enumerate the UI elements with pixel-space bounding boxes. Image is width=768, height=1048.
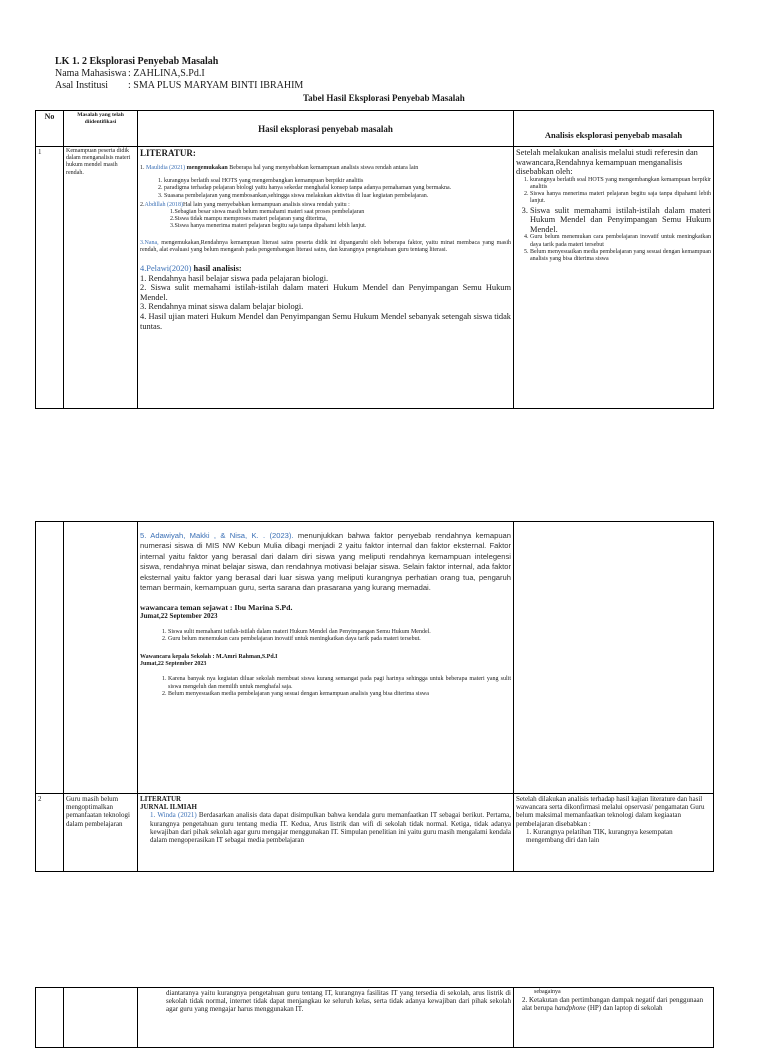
exploration-cell xyxy=(138,794,514,872)
analysis-item: 1. Kurangnya pelatihan TIK, kurangnya kesempatan mengembang diri dan lain xyxy=(526,827,673,845)
paragraph-nana xyxy=(140,240,511,254)
table-title: Tabel Hasil Eksplorasi Penyebab Masalah xyxy=(303,93,465,103)
citation-link[interactable]: Maulidia (2021) xyxy=(146,165,186,171)
paragraph-text: menunjukkan bahwa faktor penyebab rendahnya kemapuan numerasi siswa di MIS NW Kebun Mulia dibagi menjadi 2 yaitu faktor internal dan faktor eksternal. Faktor internal yaitu faktor yang berasal dari dalam diri siswa yang meliputi rendahnya kemampuan intelegensi siswa, rendahnya minat belajar siswa, dan rendahnya motivasi belajar siswa. Selain faktor internal, ada faktor eksternal yaitu faktor yang berasal dari luar siswa yang meliputi kurangnya perhatian orang tua, pengaruh teman bermain, kemampuan guru, serta sarana dan prasarana yang kurang memadai. xyxy=(140,531,511,593)
problem-cell: Kemampuan peserta didik dalam menganalisis materi hukum mendel masih rendah. xyxy=(64,147,138,409)
list-item: 2. paradigma terhadap pelajaran biologi yaitu hanya sekedar menghafal konsep tanpa adanya pemahaman yang bermakna. xyxy=(164,185,511,192)
analysis-list xyxy=(516,177,711,263)
name-value: : ZAHLINA,S.Pd.I xyxy=(128,68,205,79)
bold-text: mengemukakan xyxy=(185,165,228,171)
exploration-table-1 xyxy=(35,110,714,409)
table-header-row xyxy=(36,111,714,147)
row-number: 2 xyxy=(36,794,64,872)
analysis-intro: Setelah dilakukan analisis terhadap hasil kajian literature dan hasil wawancara serta dikonfirmasi melalui opservasi/ pengamatan Guru belum maksimal memanfaatkan teknologi dalam kegiaatan pembelajaran disebabkan : xyxy=(516,795,705,828)
paragraph-text: Beberapa hal yang menyebabkan kemampuan analisis siswa rendah antara lain xyxy=(227,165,419,171)
paragraph-continuation: diantaranya yaitu kurangnya pengetahuan guru tentang IT, kurangnya fasilitas IT yang tersedia di sekolah, arus listrik di sekolah tidak normal, internet tidak dapat menjangkau ke seluruh kelas, serta tidak adanya kewajiban dari pihak sekolah agar guru yang mengajar harus menggunakan IT. xyxy=(166,989,511,1014)
list-item: 4. Guru belum menemukan cara pembelajaran inovatif untuk meningkatkan daya tarik pada materi tersebut xyxy=(530,234,711,248)
paragraph-text: Berdasarkan analisis data dapat disimpulkan bahwa kendala guru memanfaatkan IT sebagai berikut. Pertama, kurangnya pengetahuan guru tentang media IT. Kedua, Arus listrik dan wifi di sekolah tidak normal. Ketiga, tidak adanya kewajiban dari pihak sekolah agar guru mengajar menggunakan IT. Simpulan penelitian ini yaitu guru masih mengalami kendala dalam mengoperasikan IT sebagai media pembelajaran xyxy=(150,811,511,845)
list-item: 1. Rendahnya hasil belajar siswa pada pelajaran biologi. xyxy=(140,273,329,283)
pelawi-list xyxy=(140,274,511,332)
problem-cell: Guru masih belum mengoptimalkan pemanfaatan teknologi dalam pembelajaran xyxy=(64,794,138,872)
paragraph-winda xyxy=(140,811,511,844)
journal-heading: JURNAL ILMIAH xyxy=(140,803,197,812)
row-number: 1 xyxy=(36,147,64,409)
row-number xyxy=(36,988,64,1048)
problem-cell xyxy=(64,988,138,1048)
list-item: 4. Hasil ujian materi Hukum Mendel dan Penyimpangan Semu Hukum Mendel sebanyak setengah siswa tidak tuntas. xyxy=(140,312,511,331)
citation-link[interactable]: 3.Nana, xyxy=(140,239,159,246)
list-item: 3. Suasana pembelajaran yang membosankan,sehingga siswa melakukan aktivitas di luar kegiatan pembelajaran. xyxy=(164,193,511,200)
col-header-no: No xyxy=(36,111,64,147)
interview-principal-date: Jumat,22 September 2023 xyxy=(140,661,207,668)
institution-value: : SMA PLUS MARYAM BINTI IBRAHIM xyxy=(128,80,304,91)
analysis-item xyxy=(516,996,711,1012)
table-row xyxy=(36,794,714,872)
table-row xyxy=(36,522,714,794)
exploration-cell xyxy=(138,147,514,409)
list-item: 2. Belum menyesuaikan media pembelajaran yang sesuai dengan kemampuan analisis yang bisa diterima siswa xyxy=(168,691,511,698)
interview-peer-date: Jumat,22 September 2023 xyxy=(140,612,218,621)
list-item: 3.Siswa hanya menerima materi pelajaran begitu saja tanpa dipahami lebih lanjut. xyxy=(170,223,367,230)
analysis-continuation: sebagainya xyxy=(534,989,561,995)
maulidia-list xyxy=(140,178,511,200)
paragraph-maulidia: 1. Maulidia (2021) mengemukakan Beberapa hal yang menyebabkan kemampuan analisis siswa rendah antara lain xyxy=(140,165,419,171)
list-item: 2. Guru belum menemukan cara pembelajaran inovatif untuk meningkatkan daya tarik pada materi tersebut. xyxy=(168,636,511,643)
exploration-table-3 xyxy=(35,987,714,1048)
analysis-intro: Setelah melakukan analisis melalui studi referesin dan wawancara,Rendahnya kemampuan menganalisis disebabkan oleh: xyxy=(516,148,698,177)
citation-link[interactable]: 4.Pelawi(2020) xyxy=(140,264,192,274)
list-item: 3. Siswa sulit memahami istilah-istilah dalam materi Hukum Mendel dan Penyimpangan Semu Hukum Mendel. xyxy=(530,206,711,235)
row-number xyxy=(36,522,64,794)
literature-heading: LITERATUR: xyxy=(140,148,196,158)
exploration-cell xyxy=(138,522,514,794)
exploration-cell xyxy=(138,988,514,1048)
paragraph-number: 2. xyxy=(140,201,145,208)
interview-peer-list xyxy=(140,629,511,643)
list-item: 1.Sebagian besar siswa masih belum memahami materi saat proses pembelajaran xyxy=(170,209,365,216)
name-label: Nama Mahasiswa xyxy=(55,68,127,79)
list-item: 2. Siswa sulit memahami istilah-istilah dalam materi Hukum Mendel dan Penyimpangan Semu Hukum Mendel. xyxy=(140,283,511,302)
list-item: 1. kurangnya berlatih soal HOTS yang mengembangkan kemampuan berpikir analitis xyxy=(164,178,511,185)
paragraph-text: Hal lain yang menyebabkan kemampuan analisis siswa rendah yaitu : xyxy=(183,201,350,208)
problem-cell xyxy=(64,522,138,794)
list-item: 1. Siswa sulit memahami istilah-istilah dalam materi Hukum Mendel dan Penyimpangan Semu Hukum Mendel. xyxy=(168,629,511,636)
col-header-hasil: Hasil eksplorasi penyebab masalah xyxy=(138,111,514,147)
analysis-cell xyxy=(514,522,714,794)
table-row xyxy=(36,988,714,1048)
document-title: LK 1. 2 Eksplorasi Penyebab Masalah xyxy=(55,56,219,67)
list-item: 1. kurangnya berlatih soal HOTS yang mengembangkan kemampuan berpikir analitis xyxy=(530,177,711,191)
col-header-analisis: Analisis eksplorasi penyebab masalah xyxy=(514,111,714,147)
interview-principal-list xyxy=(140,676,511,698)
list-item: 5. Belum menyesuaikan media pembelajaran yang sesuai dengan kemampuan analisis yang bisa diterima siswa xyxy=(530,249,711,263)
analysis-cell xyxy=(514,988,714,1048)
exploration-table-2 xyxy=(35,521,714,872)
interview-peer-title: wawancara teman sejawat : Ibu Marina S.Pd. xyxy=(140,603,293,613)
citation-link[interactable]: 1. Winda (2021) xyxy=(150,811,197,820)
institution-label: Asal Institusi xyxy=(55,80,109,91)
abdillah-list xyxy=(140,209,511,231)
paragraph-text: mengemukakan,Rendahnya kemampuan literasi sains peserta didik ini dipangaruhi oleh beberapa faktor, yaitu minat membaca yang masih rendah, alat evaluasi yang belum mengarah pada pengembangan literasi sains, dan kurangnya pengetahuan guru tentang literasi. xyxy=(140,239,511,253)
citation-link[interactable]: 5. Adawiyah, Makki , & Nisa, K. . (2023). xyxy=(140,531,294,540)
paragraph-abdillah xyxy=(140,202,511,209)
interview-principal-title: Wawancara kepala Sekolah : M.Amri Rahman,S.Pd.I xyxy=(140,654,278,661)
citation-link[interactable]: Abdillah (2018) xyxy=(144,201,183,208)
paragraph-adawiyah xyxy=(140,531,511,593)
analysis-cell xyxy=(514,794,714,872)
item-text: 2. Ketakutan dan pertimbangan dampak negatif dari penggunaan alat berupa xyxy=(522,996,704,1013)
list-item: 2. Siswa hanya menerima materi pelajaran begitu saja tanpa dipahami lebih lanjut. xyxy=(530,191,711,205)
list-item: 3. Rendahnya minat siswa dalam belajar biologi. xyxy=(140,302,304,312)
italic-text: handphone xyxy=(554,1004,586,1013)
col-header-masalah: Masalah yang telah diidentifikasi xyxy=(64,111,138,147)
list-item: 1. Karena banyak nya kegiatan diluar sekolah membuat siswa kurang semangat pada pagi harinya sehingga untuk beberapa materi yang sulit siswa mengeluh dan memilih untuk menghafal saja. xyxy=(168,676,511,690)
literature-heading: LITERATUR xyxy=(140,795,182,803)
list-item: 2.Siswa tidak mampu memproses materi pelajaran yang diterima, xyxy=(170,216,328,223)
paragraph-pelawi xyxy=(140,264,511,274)
analysis-cell xyxy=(514,147,714,409)
table-row xyxy=(36,147,714,409)
item-text: (HP) dan laptop di sekolah xyxy=(585,1004,663,1013)
bold-text: hasil analisis: xyxy=(191,264,242,274)
